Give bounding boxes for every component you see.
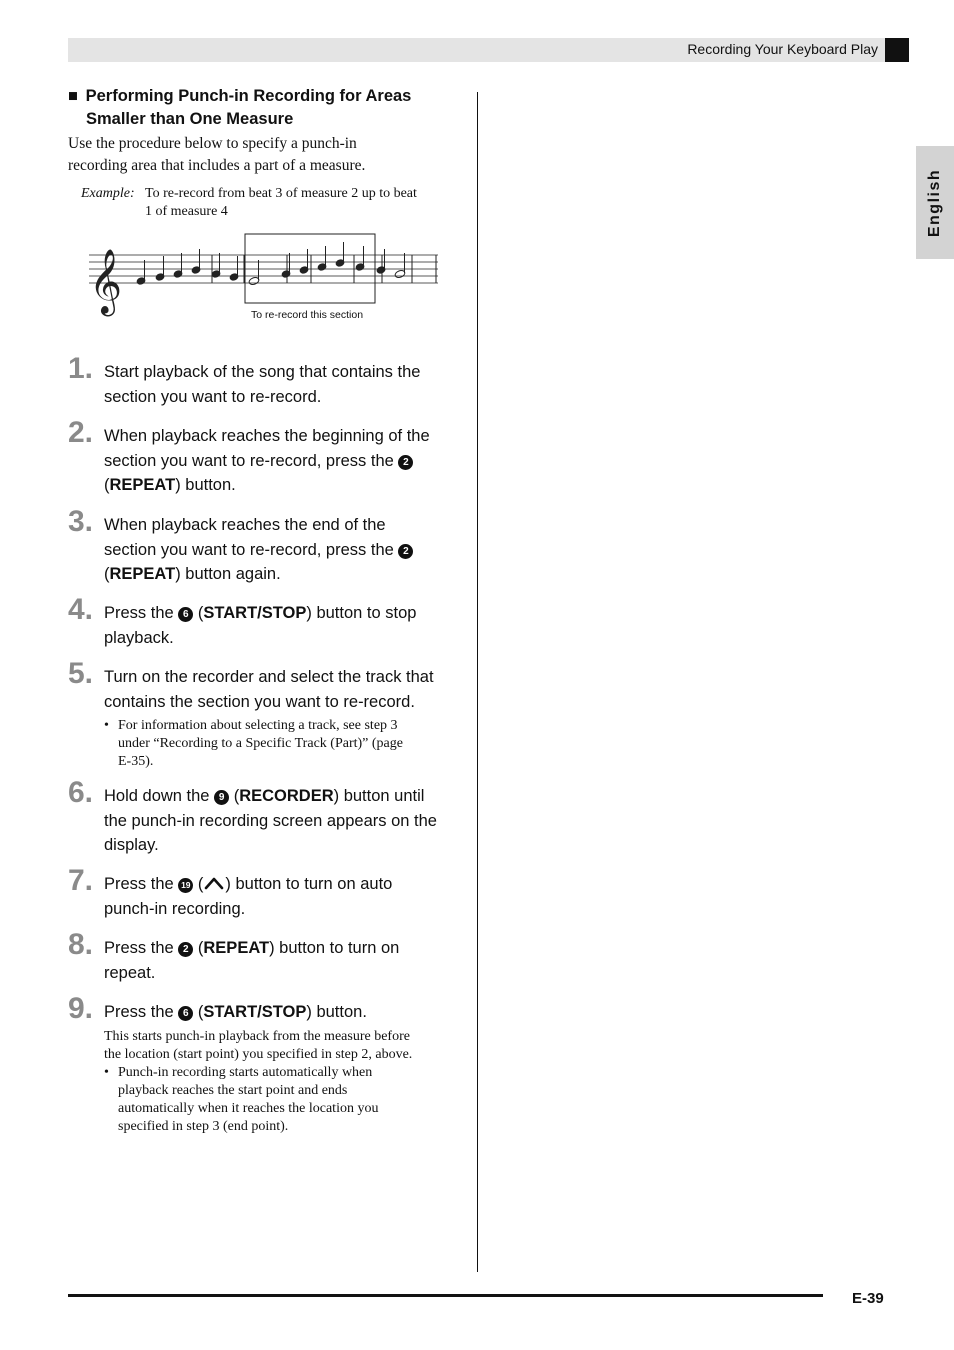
intro-line1: Use the procedure below to specify a punch-in [68,135,357,152]
staff-caption: To re-record this section [251,309,364,321]
paren: ( [104,565,110,583]
step-line-part: ) button to turn on [269,939,400,957]
example-text-line1: To re-record from beat 3 of measure 2 up to beat [145,186,417,201]
step-line: contains the section you want to re-record. [104,692,415,711]
button-number-badge: 2 [398,455,413,470]
step-line: repeat. [104,963,156,982]
button-number-badge: 2 [398,544,413,559]
paren: ( [104,476,110,494]
step-line-part: Press the [104,875,174,893]
section-heading [68,85,458,131]
language-tab-label-wrap [916,146,954,259]
treble-clef-icon: 𝄞 [89,249,123,314]
step-text [104,601,460,650]
step-number: 2. [68,416,94,449]
paren: ( [197,1003,204,1021]
section-marker: ■ [68,87,78,105]
intro-line2: recording area that includes a part of a measure. [68,156,366,174]
note-line: This starts punch-in playback from the measure before [104,1028,410,1044]
step-number: 9. [68,992,94,1025]
note-line: the location (start point) you specified in step 2, above. [104,1046,413,1062]
step-line-part: ) button. [306,1003,367,1021]
button-name: REPEAT [109,476,176,494]
step-line-part: Press the [104,939,174,957]
step-bullet-note [104,717,460,771]
step-line-part: ) button until [333,787,425,805]
button-number-badge: 6 [178,1006,193,1021]
step-line-part: Press the [104,604,174,622]
step-line [104,1000,460,1025]
button-name: REPEAT [109,565,176,583]
paren: ( [197,875,204,893]
paren: ( [197,939,204,957]
step-text [104,513,460,587]
bullet-dot: • [104,718,109,733]
step-note [104,1028,460,1064]
step-number: 7. [68,864,94,897]
step-line: Start playback of the song that contains the [104,363,421,381]
page-number: E-39 [852,1290,884,1307]
paren: ( [197,604,204,622]
step-line-part: section you want to re-record, press the [104,540,394,559]
step-number: 8. [68,928,94,961]
button-number-badge: 9 [214,790,229,805]
paren: ( [233,787,240,805]
step-line [104,562,460,587]
step-line: display. [104,836,159,854]
step-line: the punch-in recording screen appears on the [104,811,437,830]
button-number-badge: 19 [178,878,193,893]
step-7 [68,864,460,921]
bullet-line: under “Recording to a Specific Track (Part)” (page [118,736,403,751]
step-line-part: ) button. [175,476,236,494]
step-line: punch-in recording. [104,899,246,918]
example-text-line2: 1 of measure 4 [145,204,228,219]
language-tab-label: English [926,168,943,237]
step-line [104,936,460,961]
example-text [145,185,457,221]
step-text [104,784,460,858]
step-line [104,601,460,626]
section-intro [68,133,458,176]
step-text [104,665,460,714]
column-divider [477,92,478,1272]
header-black-block [885,38,909,62]
step-9 [68,992,460,1136]
step-line: section you want to re-record. [104,387,322,406]
notes [136,242,406,286]
button-name: RECORDER [239,787,334,805]
step-number: 4. [68,593,94,626]
up-chevron-icon [203,875,225,891]
step-line: When playback reaches the beginning of the [104,427,430,445]
example-label: Example: [81,186,135,201]
step-number: 6. [68,776,94,809]
step-line-part: ) button to stop [306,604,417,622]
step-6 [68,776,460,858]
step-text [104,872,460,921]
step-3 [68,505,460,587]
step-line: When playback reaches the end of the [104,516,386,534]
step-text [104,936,460,985]
step-line [104,784,460,809]
button-name: START/STOP [203,1003,307,1021]
step-line-part: ) button again. [175,565,281,583]
bullet-line: Punch-in recording starts automatically when [118,1064,373,1080]
footer-rule [68,1294,823,1297]
section-title-line2: Smaller than One Measure [86,110,294,128]
bullet-line: For information about selecting a track, see step 3 [118,718,398,733]
step-line-part: section you want to re-record, press the [104,451,394,470]
step-line-part: ) button to turn on auto [225,875,393,893]
bullet-line: specified in step 3 (end point). [118,1118,289,1134]
punch-in-section-box [245,234,375,303]
step-line [104,872,460,897]
step-line [104,538,460,563]
step-2 [68,416,460,498]
step-line: Turn on the recorder and select the track that [104,668,434,686]
step-text [104,424,460,498]
button-name: REPEAT [203,939,270,957]
running-header-title: Recording Your Keyboard Play [687,41,878,57]
step-number: 1. [68,352,94,385]
bullet-line: playback reaches the start point and ends [118,1082,348,1098]
section-title-line1: Performing Punch-in Recording for Areas [85,87,412,105]
step-5 [68,657,460,771]
step-line-part: Press the [104,1003,174,1021]
step-text [104,360,460,409]
button-number-badge: 6 [178,607,193,622]
step-line [104,473,460,498]
step-number: 5. [68,657,94,690]
bullet-line: automatically when it reaches the location you [118,1100,379,1116]
button-number-badge: 2 [178,942,193,957]
step-bullet-note [104,1064,460,1136]
step-line-part: Hold down the [104,787,210,805]
bullet-dot: • [104,1064,109,1080]
step-1 [68,352,460,409]
step-line: playback. [104,628,174,647]
step-line [104,449,460,474]
step-number: 3. [68,505,94,538]
button-name: START/STOP [203,604,307,622]
step-text [104,1000,460,1025]
bullet-line: E-35). [118,754,154,769]
step-4 [68,593,460,650]
step-8 [68,928,460,985]
